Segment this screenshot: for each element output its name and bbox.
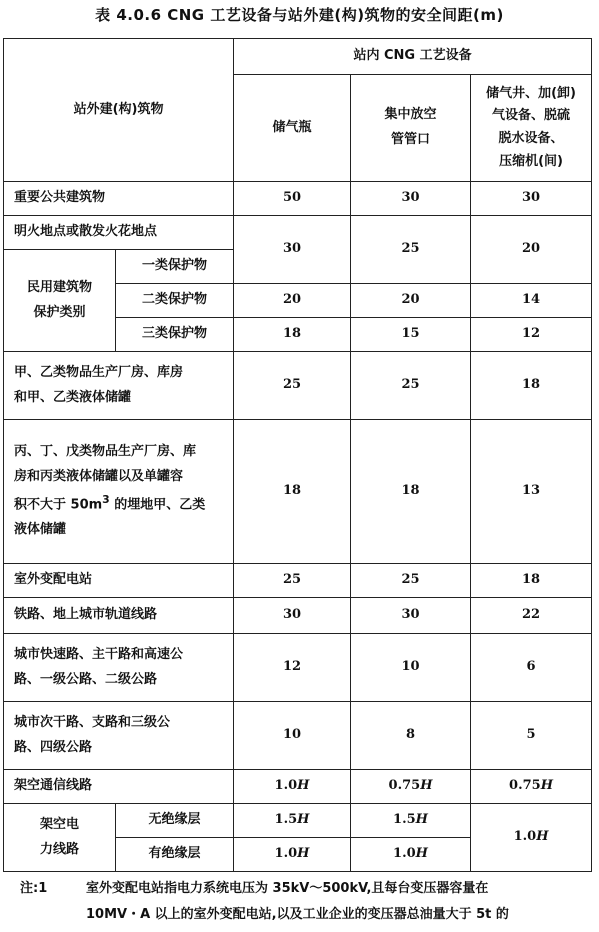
cell-value: 30 (351, 182, 471, 216)
note-line: 室外变配电站指电力系统电压为 35kV～500kV,且每台变压器容量在 (86, 881, 489, 896)
row-label: 重要公共建筑物 (4, 182, 234, 216)
cell-value: 25 (351, 564, 471, 598)
cell-value: 15 (351, 318, 471, 352)
cell-value: 1.0H (234, 770, 351, 804)
power-line-label: 架空电 力线路 (4, 804, 116, 872)
table-title: 表 4.0.6 CNG 工艺设备与站外建(构)筑物的安全间距(m) (95, 6, 504, 24)
cell-value: 10 (234, 702, 351, 770)
table-row (4, 420, 592, 564)
cell-value: 50 (234, 182, 351, 216)
cell-value: 18 (234, 420, 351, 564)
cell-value: 25 (351, 352, 471, 420)
cell-value: 13 (471, 420, 592, 564)
row-label: 城市次干路、支路和三级公 路、四级公路 (4, 702, 234, 770)
cell-value: 0.75H (351, 770, 471, 804)
cell-value: 5 (471, 702, 592, 770)
cell-value: 30 (351, 598, 471, 634)
row-label: 城市快速路、主干路和高速公 路、一级公路、二级公路 (4, 634, 234, 702)
cell-value: 1.5H (234, 804, 351, 838)
header-group: 站内 CNG 工艺设备 (234, 39, 592, 75)
cell-value: 6 (471, 634, 592, 702)
row-sublabel: 一类保护物 (116, 250, 234, 284)
row-sublabel: 三类保护物 (116, 318, 234, 352)
table-row (4, 804, 592, 838)
cell-value: 25 (351, 216, 471, 284)
cell-value: 30 (471, 182, 592, 216)
cell-value: 1.0H (471, 804, 592, 872)
row-label: 铁路、地上城市轨道线路 (4, 598, 234, 634)
cell-value: 18 (471, 564, 592, 598)
cell-value: 30 (234, 598, 351, 634)
note-line: 10MV・A 以上的室外变配电站,以及工业企业的变压器总油量大于 5t 的 (86, 907, 509, 922)
table-row (4, 770, 592, 804)
cell-value: 12 (234, 634, 351, 702)
note-label: 注:1 (20, 881, 48, 896)
cell-value: 18 (351, 420, 471, 564)
row-label: 甲、乙类物品生产厂房、库房 和甲、乙类液体储罐 (4, 352, 234, 420)
header-col3: 储气井、加(卸) 气设备、脱硫 脱水设备、 压缩机(间) (471, 75, 592, 182)
cell-value: 1.5H (351, 804, 471, 838)
row-label: 架空通信线路 (4, 770, 234, 804)
header-col2: 集中放空 管管口 (351, 75, 471, 182)
row-sublabel: 有绝缘层 (116, 838, 234, 872)
civil-building-label: 民用建筑物 保护类别 (4, 250, 116, 352)
cell-value: 25 (234, 352, 351, 420)
row-sublabel: 无绝缘层 (116, 804, 234, 838)
cell-value: 25 (234, 564, 351, 598)
table-row (4, 564, 592, 598)
cell-value: 1.0H (351, 838, 471, 872)
row-label: 室外变配电站 (4, 564, 234, 598)
cell-value: 20 (234, 284, 351, 318)
cell-value: 12 (471, 318, 592, 352)
cell-value: 30 (234, 216, 351, 284)
table-row (4, 352, 592, 420)
table-note (20, 876, 595, 928)
cell-value: 20 (471, 216, 592, 284)
row-label: 明火地点或散发火花地点 (4, 216, 234, 250)
cell-value: 14 (471, 284, 592, 318)
table-row (4, 216, 592, 250)
safety-distance-table (3, 38, 592, 872)
table-row (4, 182, 592, 216)
header-row-label: 站外建(构)筑物 (4, 39, 234, 182)
table-row (4, 634, 592, 702)
cell-value: 22 (471, 598, 592, 634)
cell-value: 1.0H (234, 838, 351, 872)
cell-value: 18 (234, 318, 351, 352)
row-label: 丙、丁、戊类物品生产厂房、库 房和丙类液体储罐以及单罐容 积不大于 $50m^3$ 的埋地甲、乙类 液体储罐 (4, 420, 234, 564)
header-col1: 储气瓶 (234, 75, 351, 182)
row-sublabel: 二类保护物 (116, 284, 234, 318)
table-row (4, 702, 592, 770)
cell-value: 0.75H (471, 770, 592, 804)
cell-value: 8 (351, 702, 471, 770)
cell-value: 20 (351, 284, 471, 318)
table-row (4, 598, 592, 634)
cell-value: 18 (471, 352, 592, 420)
cell-value: 10 (351, 634, 471, 702)
